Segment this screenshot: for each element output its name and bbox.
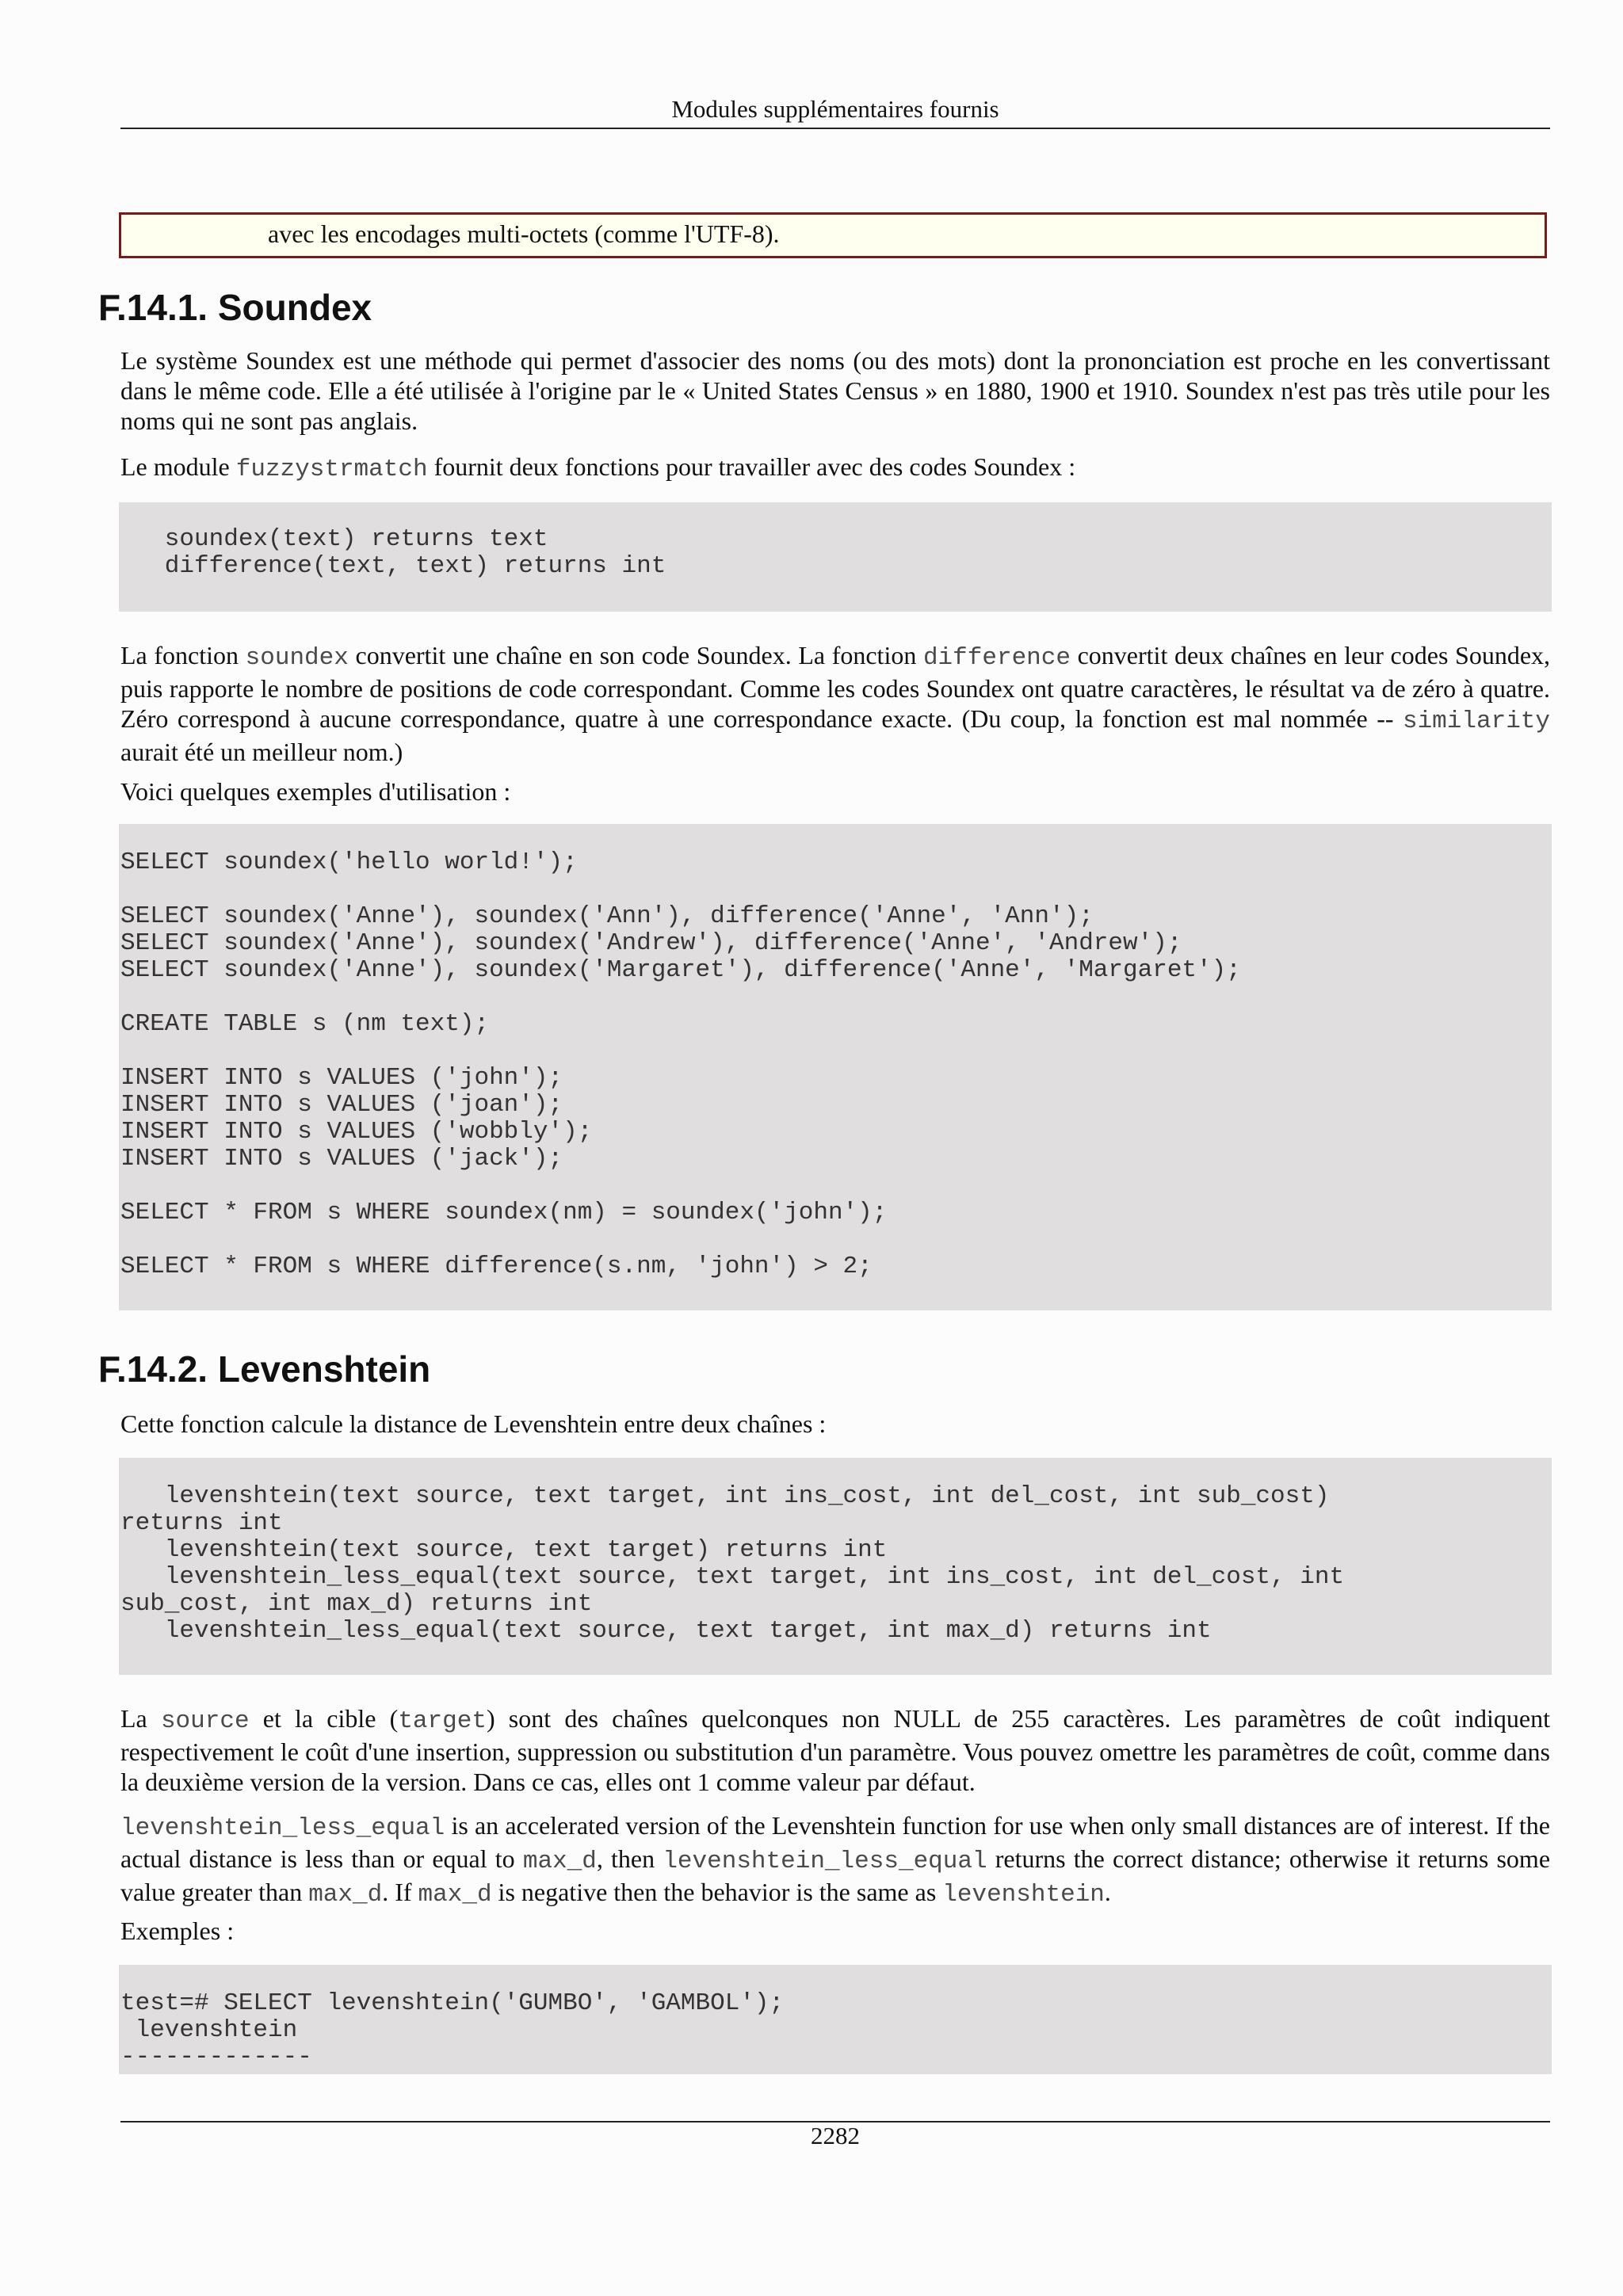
code-text: SELECT soundex('hello world!'); SELECT soundex('Anne'), soundex('Ann'), difference('Anne', 'Ann'); SELECT soundex('Anne'), soundex('Andrew'), difference('Anne', 'Andrew'); SELECT soundex('Anne'), soundex('Margaret'), difference('Anne', 'Margaret'); CREATE TABLE s (nm text); INSERT INTO s VALUES ('john'); INSERT INTO s VALUES ('joan'); INSERT INTO s VALUES ('wobbly'); INSERT INTO s VALUES ('jack'); SELECT * FROM s WHERE soundex(nm) = soundex('john'); SELECT * FROM s WHERE difference(s.nm, 'john') > 2; [120,849,1241,1280]
soundex-description [120,640,1550,767]
inline-code: levenshtein_less_equal [120,1814,445,1842]
code-block [119,1965,1552,2074]
inline-code: similarity [1402,707,1550,735]
soundex-examples-intro: Voici quelques exemples d'utilisation : [120,777,511,806]
soundex-heading: F.14.1. Soundex [98,287,372,328]
soundex-module-paragraph [120,452,1550,485]
inline-code: levenshtein_less_equal [663,1848,987,1875]
text-fragment: is an accelerated version of the Levenshtein function for use when only small distances are of interest. If the actual distance is less than or equal to [120,1811,1550,1873]
inline-code: levenshtein [942,1881,1105,1909]
inline-code: difference [922,644,1071,672]
code-block [119,824,1552,1310]
note-box [119,212,1547,258]
inline-code: fuzzystrmatch [235,456,428,483]
levenshtein-params-paragraph [120,1703,1550,1797]
note-text: avec les encodages multi-octets (comme l'UTF-8). [268,219,780,248]
text-fragment: convertit deux chaînes en leur codes Soundex, puis rapporte le nombre de positions de code correspondant. Comme les codes Soundex ont quatre caractères, le résultat va de zéro à quatre. Zéro correspond à aucune correspondance, quatre à une correspondance exacte. (Du coup, la fonction est mal nommée -- [120,641,1551,733]
page-header: Modules supplémentaires fournis [671,95,999,123]
soundex-intro: Le système Soundex est une méthode qui permet d'associer des noms (ou des mots) dont la prononciation est proche en les convertissant dans le même code. Elle a été utilisée à l'origine par le « United States Census » en 1880, 1900 et 1910. Soundex n'est pas très utile pour les noms qui ne sont pas anglais. [120,346,1550,435]
levenshtein-intro: Cette fonction calcule la distance de Levenshtein entre deux chaînes : [120,1409,827,1438]
text-fragment: . If [382,1878,418,1906]
header-rule [120,128,1550,129]
inline-code: soundex [245,644,349,672]
inline-code: max_d [522,1848,597,1875]
text-fragment: fournit deux fonctions pour travailler avec des codes Soundex : [427,452,1076,481]
inline-code: target [398,1707,487,1735]
levenshtein-heading: F.14.2. Levenshtein [98,1348,431,1390]
code-text: levenshtein(text source, text target, int ins_cost, int del_cost, int sub_cost) returns int levenshtein(text source, text target) returns int levenshtein_less_equal(text source, text target, int ins_cost, int del_cost, int sub_cost, int max_d) returns int levenshtein_less_equal(text source, text target, int max_d) returns int [120,1482,1345,1645]
text-fragment: La [120,1704,161,1733]
levenshtein-examples-intro: Exemples : [120,1917,235,1945]
inline-code: max_d [308,1881,383,1909]
text-fragment: . [1104,1878,1111,1906]
levenshtein-less-equal-paragraph [120,1810,1550,1910]
inline-code: max_d [418,1881,492,1909]
text-fragment: aurait été un meilleur nom.) [120,738,403,766]
code-block [119,502,1552,612]
text-fragment: is negative then the behavior is the same as [491,1878,943,1906]
text-fragment: returns the correct distance; otherwise it returns some value greater than [120,1844,1551,1906]
code-text: soundex(text) returns text difference(text, text) returns int [164,525,666,580]
text-fragment: convertit une chaîne en son code Soundex. La fonction [348,641,923,669]
text-fragment: et la cible ( [249,1704,399,1733]
page-number: 2282 [811,2122,860,2149]
text-fragment: Le module [120,452,236,481]
code-block [119,1458,1552,1675]
code-text: test=# SELECT levenshtein('GUMBO', 'GAMBOL'); levenshtein ------------- [120,1989,785,2071]
text-fragment: ) sont des chaînes quelconques non NULL de 255 caractères. Les paramètres de coût indiquent respectivement le coût d'une insertion, suppression ou substitution d'un paramètre. Vous pouvez omettre les paramètres de coût, comme dans la deuxième version de la version. Dans ce cas, elles ont 1 comme valeur par défaut. [120,1704,1551,1796]
inline-code: source [160,1707,250,1735]
text-fragment: La fonction [120,641,246,669]
text-fragment: , then [596,1844,663,1873]
